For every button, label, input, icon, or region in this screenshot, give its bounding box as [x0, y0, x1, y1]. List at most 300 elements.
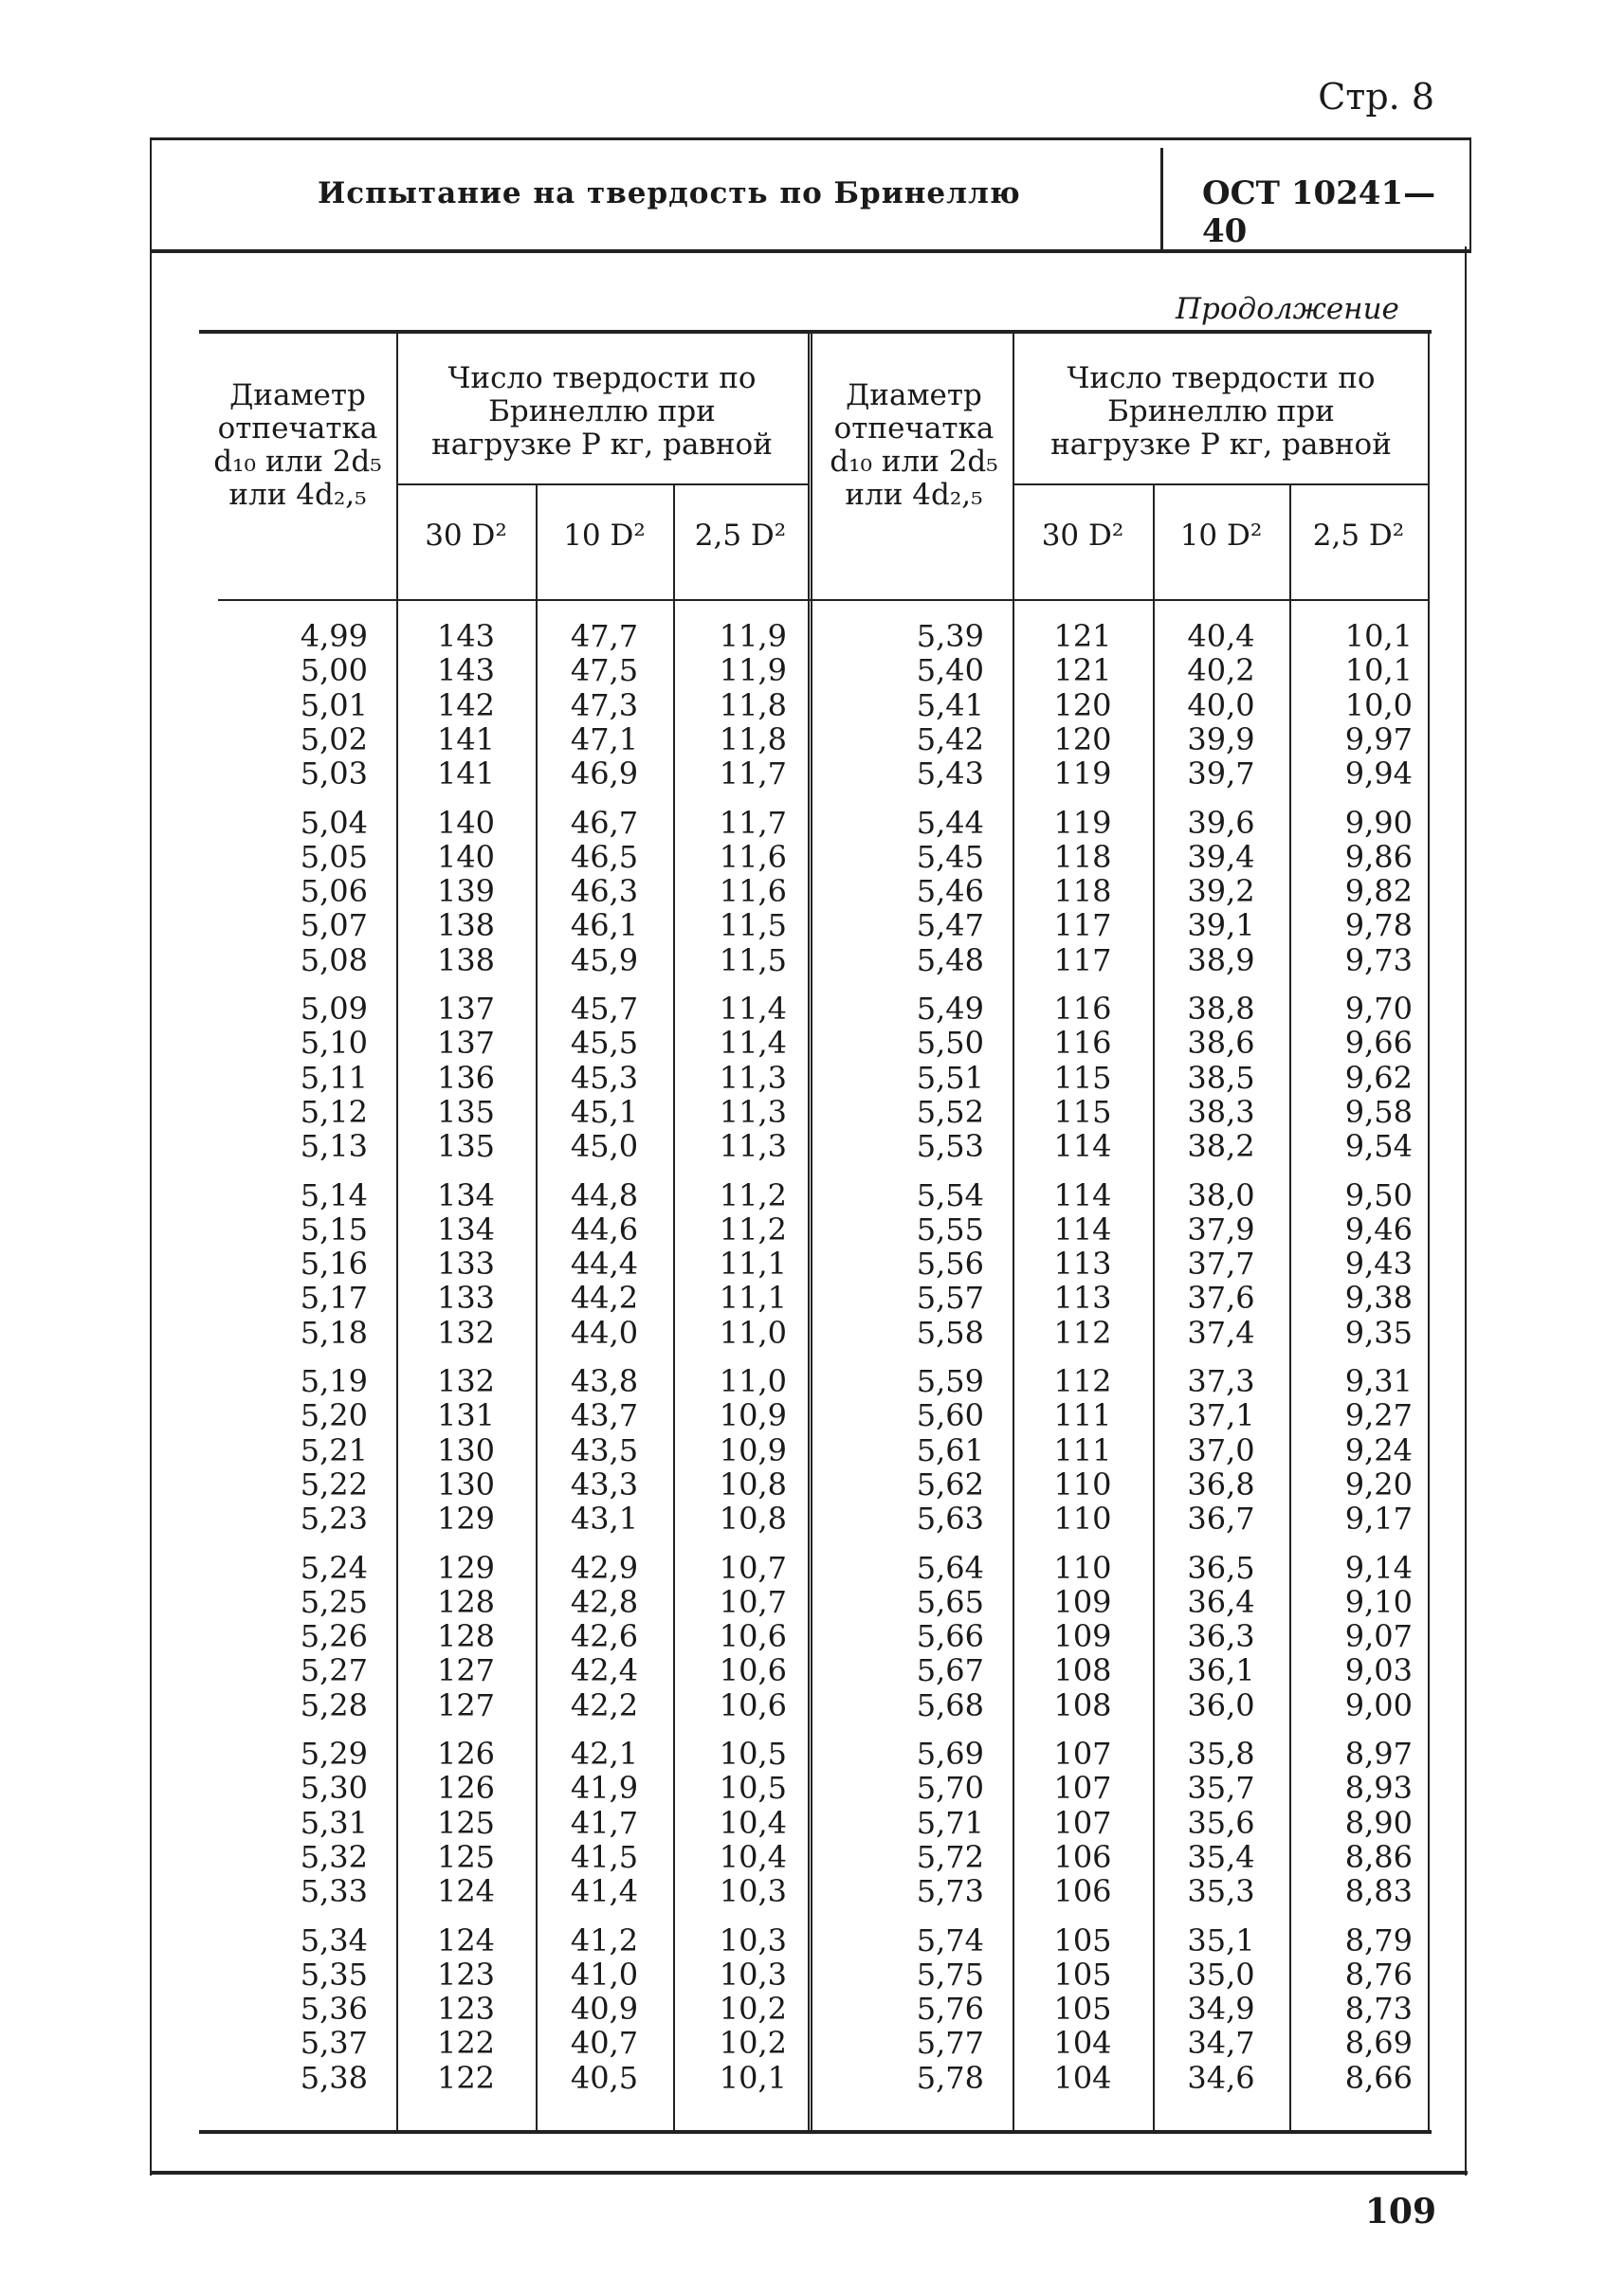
left-hb-10-cell: 40,5: [570, 2059, 639, 2096]
right-diameter-cell: 5,78: [916, 2059, 984, 2096]
right-hb-2-5-cell: 9,86: [1344, 838, 1413, 875]
right-hb-10-cell: 35,6: [1187, 1804, 1255, 1841]
left-diameter-cell: 5,08: [300, 941, 368, 978]
left-hb-2-5-cell: 11,3: [719, 1093, 787, 1130]
left-hb-30-cell: 137: [436, 991, 496, 1027]
left-hb-30-cell: 133: [436, 1246, 496, 1283]
left-hb-30-cell: 143: [436, 652, 496, 689]
left-hb-30-cell: 122: [436, 2059, 496, 2096]
right-hb-2-5-cell: 9,03: [1344, 1652, 1413, 1689]
right-diameter-cell: 5,63: [916, 1501, 984, 1538]
left-hb-30-cell: 141: [436, 756, 496, 792]
left-hb-30-cell: 132: [436, 1363, 496, 1399]
left-diameter-cell: 5,19: [300, 1363, 368, 1399]
left-hb-10-cell: 47,3: [570, 686, 639, 723]
left-hb-30-cell: 133: [436, 1280, 496, 1317]
right-hb-2-5-cell: 9,90: [1344, 804, 1413, 841]
left-hb-30-cell: 135: [436, 1093, 496, 1130]
right-hb-30-cell: 106: [1053, 1873, 1112, 1910]
right-diameter-cell: 5,74: [916, 1922, 984, 1958]
right-hb-2-5-cell: 10,1: [1344, 618, 1413, 654]
left-diameter-cell: 5,32: [300, 1838, 368, 1875]
left-hb-10-cell: 41,2: [570, 1922, 639, 1958]
right-hb-2-5-cell: 9,14: [1344, 1549, 1413, 1586]
rule-under-hardness-right: [1013, 483, 1428, 485]
right-hb-2-5-cell: 9,46: [1344, 1211, 1413, 1248]
left-hb-2-5-cell: 10,5: [719, 1736, 787, 1772]
right-diameter-cell: 5,39: [916, 618, 984, 654]
right-hb-30-cell: 106: [1053, 1838, 1112, 1875]
right-hb-30-cell: 117: [1053, 941, 1112, 978]
right-hb-10-cell: 37,0: [1187, 1431, 1255, 1468]
load-label-10-right: 10 D²: [1179, 519, 1263, 553]
right-hb-2-5-cell: 9,78: [1344, 907, 1413, 944]
right-diameter-cell: 5,47: [916, 907, 984, 944]
left-hb-10-cell: 41,4: [570, 1873, 639, 1910]
left-diameter-cell: 5,01: [300, 686, 368, 723]
right-hb-10-cell: 38,3: [1187, 1093, 1255, 1130]
left-hb-2-5-cell: 10,9: [719, 1397, 787, 1434]
header-title: Испытание на твердость по Бринеллю: [318, 176, 1021, 210]
left-diameter-cell: 5,09: [300, 991, 368, 1027]
left-diameter-cell: 5,04: [300, 804, 368, 841]
right-hb-2-5-cell: 8,69: [1344, 2025, 1413, 2062]
right-hb-10-cell: 38,2: [1187, 1128, 1255, 1165]
left-hb-10-cell: 42,9: [570, 1549, 639, 1586]
right-hb-2-5-cell: 8,73: [1344, 1991, 1413, 2028]
left-hb-2-5-cell: 11,2: [719, 1176, 787, 1213]
right-hb-10-cell: 40,4: [1187, 618, 1255, 654]
right-hb-2-5-cell: 8,86: [1344, 1838, 1413, 1875]
left-hb-10-cell: 42,2: [570, 1686, 639, 1723]
right-hb-2-5-cell: 9,73: [1344, 941, 1413, 978]
left-diameter-cell: 5,26: [300, 1618, 368, 1655]
left-hb-30-cell: 126: [436, 1736, 496, 1772]
right-diameter-cell: 5,49: [916, 991, 984, 1027]
right-hb-2-5-cell: 9,17: [1344, 1501, 1413, 1538]
left-hb-2-5-cell: 11,8: [719, 720, 787, 757]
left-hb-30-cell: 139: [436, 873, 496, 910]
right-diameter-cell: 5,58: [916, 1314, 984, 1351]
right-hb-10-cell: 37,4: [1187, 1314, 1255, 1351]
left-hb-30-cell: 132: [436, 1314, 496, 1351]
left-hb-2-5-cell: 10,7: [719, 1583, 787, 1620]
right-diameter-cell: 5,45: [916, 838, 984, 875]
right-diameter-cell: 5,64: [916, 1549, 984, 1586]
right-hb-30-cell: 111: [1053, 1397, 1112, 1434]
left-hb-30-cell: 142: [436, 686, 496, 723]
right-hb-2-5-cell: 9,97: [1344, 720, 1413, 757]
left-hb-10-cell: 41,0: [570, 1956, 639, 1993]
right-diameter-cell: 5,44: [916, 804, 984, 841]
right-diameter-cell: 5,43: [916, 756, 984, 792]
left-hb-2-5-cell: 11,1: [719, 1246, 787, 1283]
right-hb-30-cell: 113: [1053, 1280, 1112, 1317]
left-diameter-cell: 5,05: [300, 838, 368, 875]
left-hb-10-cell: 46,3: [570, 873, 639, 910]
left-hb-10-cell: 42,6: [570, 1618, 639, 1655]
right-hb-10-cell: 39,2: [1187, 873, 1255, 910]
right-hb-2-5-cell: 8,90: [1344, 1804, 1413, 1841]
right-diameter-cell: 5,77: [916, 2025, 984, 2062]
page-label: Стр. 8: [1318, 76, 1434, 118]
right-hb-10-cell: 35,0: [1187, 1956, 1255, 1993]
left-hb-10-cell: 45,5: [570, 1025, 639, 1062]
right-hb-2-5-cell: 9,54: [1344, 1128, 1413, 1165]
left-diameter-cell: 4,99: [300, 618, 368, 654]
right-hb-2-5-cell: 9,70: [1344, 991, 1413, 1027]
left-diameter-cell: 5,20: [300, 1397, 368, 1434]
right-hb-10-cell: 37,1: [1187, 1397, 1255, 1434]
left-hb-30-cell: 122: [436, 2025, 496, 2062]
right-hb-30-cell: 107: [1053, 1770, 1112, 1807]
right-hb-30-cell: 114: [1053, 1176, 1112, 1213]
left-hb-30-cell: 140: [436, 838, 496, 875]
col-header-hardness-right: Число твердости по Бринеллю при нагрузке P кг, равной: [1050, 361, 1392, 462]
right-hb-10-cell: 36,7: [1187, 1501, 1255, 1538]
right-hb-30-cell: 119: [1053, 756, 1112, 792]
right-hb-30-cell: 114: [1053, 1128, 1112, 1165]
load-label-10-left: 10 D²: [563, 519, 646, 553]
right-hb-30-cell: 118: [1053, 873, 1112, 910]
right-hb-10-cell: 37,7: [1187, 1246, 1255, 1283]
right-hb-30-cell: 104: [1053, 2025, 1112, 2062]
right-hb-30-cell: 112: [1053, 1363, 1112, 1399]
right-hb-10-cell: 39,6: [1187, 804, 1255, 841]
left-diameter-cell: 5,36: [300, 1991, 368, 2028]
right-hb-2-5-cell: 9,10: [1344, 1583, 1413, 1620]
left-diameter-cell: 5,13: [300, 1128, 368, 1165]
left-hb-2-5-cell: 11,8: [719, 686, 787, 723]
left-hb-30-cell: 134: [436, 1176, 496, 1213]
left-hb-30-cell: 138: [436, 941, 496, 978]
left-hb-10-cell: 41,9: [570, 1770, 639, 1807]
left-diameter-cell: 5,21: [300, 1431, 368, 1468]
left-hb-10-cell: 45,3: [570, 1059, 639, 1096]
left-hb-10-cell: 45,9: [570, 941, 639, 978]
right-hb-10-cell: 39,4: [1187, 838, 1255, 875]
right-diameter-cell: 5,72: [916, 1838, 984, 1875]
left-hb-10-cell: 43,1: [570, 1501, 639, 1538]
right-hb-2-5-cell: 9,27: [1344, 1397, 1413, 1434]
right-hb-10-cell: 37,6: [1187, 1280, 1255, 1317]
right-diameter-cell: 5,51: [916, 1059, 984, 1096]
right-hb-2-5-cell: 10,1: [1344, 652, 1413, 689]
left-hb-2-5-cell: 10,2: [719, 2025, 787, 2062]
right-diameter-cell: 5,60: [916, 1397, 984, 1434]
right-hb-10-cell: 35,8: [1187, 1736, 1255, 1772]
right-diameter-cell: 5,50: [916, 1025, 984, 1062]
left-diameter-cell: 5,31: [300, 1804, 368, 1841]
right-diameter-cell: 5,69: [916, 1736, 984, 1772]
right-hb-2-5-cell: 9,31: [1344, 1363, 1413, 1399]
left-hb-2-5-cell: 10,4: [719, 1838, 787, 1875]
left-hb-10-cell: 45,0: [570, 1128, 639, 1165]
left-hb-30-cell: 130: [436, 1431, 496, 1468]
right-diameter-cell: 5,71: [916, 1804, 984, 1841]
header-divider: [1160, 148, 1163, 251]
left-diameter-cell: 5,28: [300, 1686, 368, 1723]
left-hb-30-cell: 138: [436, 907, 496, 944]
right-hb-2-5-cell: 9,38: [1344, 1280, 1413, 1317]
left-hb-2-5-cell: 10,6: [719, 1618, 787, 1655]
right-hb-10-cell: 38,6: [1187, 1025, 1255, 1062]
left-diameter-cell: 5,30: [300, 1770, 368, 1807]
col-header-diameter-left: Диаметр отпечатка d₁₀ или 2d₅ или 4d₂,₅: [213, 378, 382, 512]
right-hb-10-cell: 36,3: [1187, 1618, 1255, 1655]
right-hb-10-cell: 38,5: [1187, 1059, 1255, 1096]
right-hb-2-5-cell: 10,0: [1344, 686, 1413, 723]
left-diameter-cell: 5,25: [300, 1583, 368, 1620]
right-hb-30-cell: 121: [1053, 618, 1112, 654]
right-hb-2-5-cell: 9,58: [1344, 1093, 1413, 1130]
left-hb-2-5-cell: 10,8: [719, 1466, 787, 1503]
right-hb-2-5-cell: 9,35: [1344, 1314, 1413, 1351]
left-diameter-cell: 5,16: [300, 1246, 368, 1283]
left-diameter-cell: 5,27: [300, 1652, 368, 1689]
left-diameter-cell: 5,12: [300, 1093, 368, 1130]
left-diameter-cell: 5,06: [300, 873, 368, 910]
left-hb-10-cell: 45,1: [570, 1093, 639, 1130]
right-hb-2-5-cell: 9,50: [1344, 1176, 1413, 1213]
left-hb-30-cell: 124: [436, 1873, 496, 1910]
left-hb-10-cell: 42,8: [570, 1583, 639, 1620]
right-diameter-cell: 5,52: [916, 1093, 984, 1130]
right-diameter-cell: 5,67: [916, 1652, 984, 1689]
right-hb-30-cell: 109: [1053, 1618, 1112, 1655]
right-hb-30-cell: 113: [1053, 1246, 1112, 1283]
left-hb-2-5-cell: 10,8: [719, 1501, 787, 1538]
right-hb-30-cell: 107: [1053, 1736, 1112, 1772]
load-label-2-5-left: 2,5 D²: [694, 519, 787, 553]
left-hb-2-5-cell: 10,7: [719, 1549, 787, 1586]
right-hb-30-cell: 121: [1053, 652, 1112, 689]
left-hb-2-5-cell: 11,3: [719, 1059, 787, 1096]
left-hb-30-cell: 127: [436, 1652, 496, 1689]
left-hb-2-5-cell: 10,3: [719, 1922, 787, 1958]
right-hb-30-cell: 117: [1053, 907, 1112, 944]
right-hb-30-cell: 108: [1053, 1652, 1112, 1689]
left-hb-30-cell: 129: [436, 1549, 496, 1586]
right-hb-30-cell: 115: [1053, 1093, 1112, 1130]
left-diameter-cell: 5,37: [300, 2025, 368, 2062]
right-diameter-cell: 5,54: [916, 1176, 984, 1213]
right-hb-10-cell: 36,1: [1187, 1652, 1255, 1689]
left-diameter-cell: 5,23: [300, 1501, 368, 1538]
right-diameter-cell: 5,53: [916, 1128, 984, 1165]
left-hb-2-5-cell: 11,3: [719, 1128, 787, 1165]
left-hb-10-cell: 40,9: [570, 1991, 639, 2028]
right-hb-30-cell: 104: [1053, 2059, 1112, 2096]
right-diameter-cell: 5,46: [916, 873, 984, 910]
right-hb-10-cell: 38,9: [1187, 941, 1255, 978]
left-diameter-cell: 5,24: [300, 1549, 368, 1586]
right-hb-10-cell: 35,4: [1187, 1838, 1255, 1875]
right-hb-2-5-cell: 9,82: [1344, 873, 1413, 910]
left-hb-2-5-cell: 11,2: [719, 1211, 787, 1248]
right-hb-2-5-cell: 9,07: [1344, 1618, 1413, 1655]
left-diameter-cell: 5,07: [300, 907, 368, 944]
left-hb-30-cell: 128: [436, 1583, 496, 1620]
right-diameter-cell: 5,66: [916, 1618, 984, 1655]
right-hb-30-cell: 112: [1053, 1314, 1112, 1351]
load-label-30-left: 30 D²: [425, 519, 507, 553]
right-hb-10-cell: 40,2: [1187, 652, 1255, 689]
left-diameter-cell: 5,35: [300, 1956, 368, 1993]
left-hb-10-cell: 43,3: [570, 1466, 639, 1503]
right-hb-10-cell: 37,9: [1187, 1211, 1255, 1248]
right-hb-2-5-cell: 9,43: [1344, 1246, 1413, 1283]
left-diameter-cell: 5,34: [300, 1922, 368, 1958]
left-hb-2-5-cell: 11,7: [719, 804, 787, 841]
left-hb-10-cell: 44,2: [570, 1280, 639, 1317]
right-hb-30-cell: 109: [1053, 1583, 1112, 1620]
right-diameter-cell: 5,70: [916, 1770, 984, 1807]
left-diameter-cell: 5,33: [300, 1873, 368, 1910]
left-hb-30-cell: 124: [436, 1922, 496, 1958]
right-hb-10-cell: 37,3: [1187, 1363, 1255, 1399]
right-diameter-cell: 5,75: [916, 1956, 984, 1993]
left-hb-2-5-cell: 10,6: [719, 1686, 787, 1723]
left-hb-10-cell: 44,4: [570, 1246, 639, 1283]
left-diameter-cell: 5,10: [300, 1025, 368, 1062]
left-diameter-cell: 5,22: [300, 1466, 368, 1503]
right-diameter-cell: 5,57: [916, 1280, 984, 1317]
footer-page-number: 109: [1364, 2192, 1436, 2231]
left-diameter-cell: 5,38: [300, 2059, 368, 2096]
left-hb-10-cell: 46,7: [570, 804, 639, 841]
left-diameter-cell: 5,02: [300, 720, 368, 757]
left-hb-30-cell: 137: [436, 1025, 496, 1062]
frame-left-rule: [150, 246, 152, 2176]
right-hb-30-cell: 110: [1053, 1501, 1112, 1538]
right-hb-2-5-cell: 8,79: [1344, 1922, 1413, 1958]
left-hb-2-5-cell: 11,1: [719, 1280, 787, 1317]
left-hb-2-5-cell: 11,9: [719, 652, 787, 689]
left-hb-10-cell: 45,7: [570, 991, 639, 1027]
right-hb-10-cell: 36,8: [1187, 1466, 1255, 1503]
right-diameter-cell: 5,59: [916, 1363, 984, 1399]
right-diameter-cell: 5,40: [916, 652, 984, 689]
right-hb-30-cell: 116: [1053, 1025, 1112, 1062]
left-hb-10-cell: 40,7: [570, 2025, 639, 2062]
left-hb-10-cell: 42,1: [570, 1736, 639, 1772]
right-hb-10-cell: 35,1: [1187, 1922, 1255, 1958]
left-hb-2-5-cell: 10,3: [719, 1873, 787, 1910]
col-header-diameter-right: Диаметр отпечатка d₁₀ или 2d₅ или 4d₂,₅: [830, 378, 998, 512]
right-hb-10-cell: 40,0: [1187, 686, 1255, 723]
right-hb-10-cell: 34,9: [1187, 1991, 1255, 2028]
left-hb-10-cell: 44,6: [570, 1211, 639, 1248]
left-hb-2-5-cell: 11,4: [719, 991, 787, 1027]
left-hb-10-cell: 43,7: [570, 1397, 639, 1434]
left-hb-2-5-cell: 10,6: [719, 1652, 787, 1689]
left-hb-10-cell: 43,5: [570, 1431, 639, 1468]
right-hb-2-5-cell: 8,66: [1344, 2059, 1413, 2096]
right-hb-10-cell: 36,4: [1187, 1583, 1255, 1620]
left-diameter-cell: 5,18: [300, 1314, 368, 1351]
right-hb-10-cell: 36,5: [1187, 1549, 1255, 1586]
right-hb-10-cell: 39,9: [1187, 720, 1255, 757]
left-hb-2-5-cell: 11,0: [719, 1314, 787, 1351]
left-diameter-cell: 5,15: [300, 1211, 368, 1248]
standard-code: ОСТ 10241—40: [1202, 174, 1436, 250]
left-hb-30-cell: 125: [436, 1838, 496, 1875]
left-hb-2-5-cell: 11,4: [719, 1025, 787, 1062]
right-hb-30-cell: 105: [1053, 1991, 1112, 2028]
right-hb-10-cell: 35,7: [1187, 1770, 1255, 1807]
right-diameter-cell: 5,76: [916, 1991, 984, 2028]
left-hb-10-cell: 46,5: [570, 838, 639, 875]
frame-bottom-rule: [150, 2171, 1468, 2175]
right-hb-2-5-cell: 9,20: [1344, 1466, 1413, 1503]
right-hb-30-cell: 105: [1053, 1956, 1112, 1993]
right-diameter-cell: 5,62: [916, 1466, 984, 1503]
left-hb-30-cell: 140: [436, 804, 496, 841]
right-hb-30-cell: 114: [1053, 1211, 1112, 1248]
left-diameter-cell: 5,17: [300, 1280, 368, 1317]
right-hb-10-cell: 38,0: [1187, 1176, 1255, 1213]
rule-center-double: [808, 334, 812, 2130]
left-hb-30-cell: 125: [436, 1804, 496, 1841]
left-hb-10-cell: 47,5: [570, 652, 639, 689]
left-hb-30-cell: 141: [436, 720, 496, 757]
load-label-30-right: 30 D²: [1041, 519, 1124, 553]
right-diameter-cell: 5,65: [916, 1583, 984, 1620]
rule-table-right: [1428, 334, 1430, 2130]
left-hb-30-cell: 134: [436, 1211, 496, 1248]
left-hb-2-5-cell: 10,5: [719, 1770, 787, 1807]
left-diameter-cell: 5,00: [300, 652, 368, 689]
right-hb-30-cell: 118: [1053, 838, 1112, 875]
rule-header-bottom: [218, 599, 1428, 601]
right-hb-2-5-cell: 8,93: [1344, 1770, 1413, 1807]
left-hb-30-cell: 128: [436, 1618, 496, 1655]
left-diameter-cell: 5,11: [300, 1059, 368, 1096]
right-hb-30-cell: 108: [1053, 1686, 1112, 1723]
right-hb-30-cell: 116: [1053, 991, 1112, 1027]
left-hb-10-cell: 41,5: [570, 1838, 639, 1875]
right-hb-10-cell: 36,0: [1187, 1686, 1255, 1723]
left-hb-10-cell: 46,1: [570, 907, 639, 944]
right-hb-10-cell: 34,7: [1187, 2025, 1255, 2062]
left-hb-2-5-cell: 11,5: [719, 941, 787, 978]
right-hb-30-cell: 107: [1053, 1804, 1112, 1841]
right-hb-30-cell: 120: [1053, 686, 1112, 723]
right-hb-30-cell: 105: [1053, 1922, 1112, 1958]
right-hb-10-cell: 34,6: [1187, 2059, 1255, 2096]
left-hb-30-cell: 130: [436, 1466, 496, 1503]
col-header-hardness-left: Число твердости по Бринеллю при нагрузке P кг, равной: [431, 361, 773, 462]
right-hb-30-cell: 119: [1053, 804, 1112, 841]
left-hb-30-cell: 127: [436, 1686, 496, 1723]
right-hb-2-5-cell: 9,94: [1344, 756, 1413, 792]
right-diameter-cell: 5,68: [916, 1686, 984, 1723]
left-hb-30-cell: 135: [436, 1128, 496, 1165]
document-header: [150, 137, 1471, 253]
hardness-table: [199, 330, 1432, 2134]
left-hb-30-cell: 136: [436, 1059, 496, 1096]
right-hb-30-cell: 110: [1053, 1466, 1112, 1503]
left-diameter-cell: 5,14: [300, 1176, 368, 1213]
right-hb-10-cell: 39,1: [1187, 907, 1255, 944]
left-hb-2-5-cell: 11,7: [719, 756, 787, 792]
right-hb-10-cell: 38,8: [1187, 991, 1255, 1027]
left-hb-30-cell: 129: [436, 1501, 496, 1538]
frame-right-rule: [1465, 246, 1467, 2176]
left-hb-30-cell: 131: [436, 1397, 496, 1434]
right-diameter-cell: 5,48: [916, 941, 984, 978]
